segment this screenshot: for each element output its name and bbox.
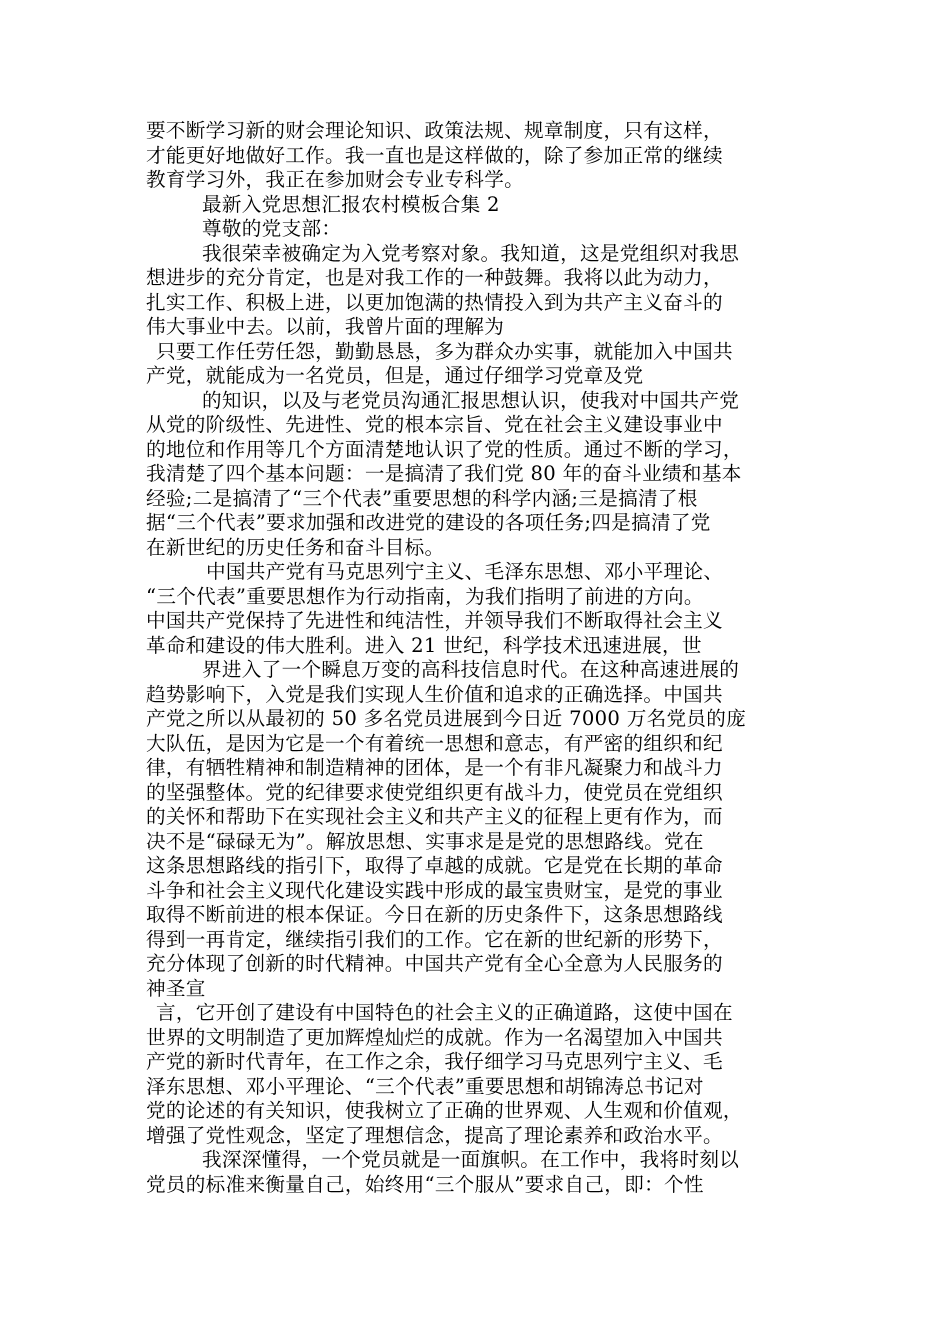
text-line: 党员的标准来衡量自己，始终用“三个服从”要求自己，即：个性 [146,1172,704,1196]
section-heading: 最新入党思想汇报农村模板合集 2 [202,192,500,216]
text-line: 产党之所以从最初的 50 多名党员进展到今日近 7000 万名党员的庞 [146,707,747,730]
text-line: 律，有牺牲精神和制造精神的团体，是一个有非凡凝聚力和战斗力 [146,756,723,779]
text-line: 的关怀和帮助下在实现社会主义和共产主义的征程上更有作为，而 [146,805,723,828]
text-line: 才能更好地做好工作。我一直也是这样做的，除了参加正常的继续 [146,143,723,167]
text-line: 中国共产党保持了先进性和纯洁性，并领导我们不断取得社会主义 [146,609,723,632]
text-line: 我深深懂得，一个党员就是一面旗帜。在工作中，我将时刻以 [202,1148,740,1171]
text-line: 决不是“碌碌无为”。解放思想、实事求是是党的思想路线。党在 [146,829,704,853]
text-line: 趋势影响下，入党是我们实现人生价值和追求的正确选择。中国共 [146,682,723,706]
text-line: 我清楚了四个基本问题：一是搞清了我们党 80 年的奋斗业绩和基本 [146,462,742,485]
text-line: 党的论述的有关知识，使我树立了正确的世界观、人生观和价值观， [146,1099,743,1122]
text-line: 的地位和作用等几个方面清楚地认识了党的性质。通过不断的学习， [146,437,743,461]
text-line: 要不断学习新的财会理论知识、政策法规、规章制度，只有这样， [146,119,723,142]
text-line: 伟大事业中去。以前，我曾片面的理解为 [146,315,505,338]
text-line: 神圣宣 [146,976,206,1000]
text-line: 言，它开创了建设有中国特色的社会主义的正确道路，这使中国在 [156,1001,733,1024]
text-line: 扎实工作、积极上进，以更加饱满的热情投入到为共产主义奋斗的 [146,290,723,314]
text-line: 大队伍，是因为它是一个有着统一思想和意志，有严密的组织和纪 [146,731,723,755]
text-line: 据“三个代表”要求加强和改进党的建设的各项任务;四是搞清了党 [146,511,711,534]
text-line: 这条思想路线的指引下，取得了卓越的成就。它是党在长期的革命 [146,854,723,877]
text-line: 从党的阶级性、先进性、党的根本宗旨、党在社会主义建设事业中 [146,413,723,436]
text-line: 世界的文明制造了更加辉煌灿烂的成就。作为一名渴望加入中国共 [146,1025,723,1049]
text-line: 得到一再肯定，继续指引我们的工作。它在新的世纪新的形势下， [146,927,723,951]
salutation: 尊敬的党支部： [202,217,342,240]
text-line: 界进入了一个瞬息万变的高科技信息时代。在这种高速进展的 [202,658,740,681]
text-line: 中国共产党有马克思列宁主义、毛泽东思想、邓小平理论、 [206,560,724,583]
text-line: 泽东思想、邓小平理论、“三个代表”重要思想和胡锦涛总书记对 [146,1074,704,1098]
text-line: “三个代表”重要思想作为行动指南，为我们指明了前进的方向。 [146,584,704,608]
text-line: 只要工作任劳任怨，勤勤恳恳，多为群众办实事，就能加入中国共 [156,339,733,363]
text-line: 产党的新时代青年，在工作之余，我仔细学习马克思列宁主义、毛 [146,1050,723,1073]
text-line: 的知识，以及与老党员沟通汇报思想认识，使我对中国共产党 [202,388,740,412]
text-line: 充分体现了创新的时代精神。中国共产党有全心全意为人民服务的 [146,952,723,975]
text-line: 想进步的充分肯定，也是对我工作的一种鼓舞。我将以此为动力， [146,266,723,289]
text-line: 斗争和社会主义现代化建设实践中形成的最宝贵财宝，是党的事业 [146,878,723,902]
text-line: 经验;二是搞清了“三个代表”重要思想的科学内涵;三是搞清了根 [146,486,698,510]
text-line: 的坚强整体。党的纪律要求使党组织更有战斗力，使党员在党组织 [146,780,723,804]
text-line: 教育学习外，我正在参加财会专业专科学。 [146,168,524,191]
text-line: 在新世纪的历史任务和奋斗目标。 [146,535,445,559]
document-body [146,119,826,1197]
text-line: 革命和建设的伟大胜利。进入 21 世纪，科学技术迅速进展，世 [146,633,702,657]
text-line: 增强了党性观念，坚定了理想信念，提高了理论素养和政治水平。 [146,1123,723,1147]
text-line: 取得不断前进的根本保证。今日在新的历史条件下，这条思想路线 [146,903,723,926]
text-line: 产党，就能成为一名党员，但是，通过仔细学习党章及党 [146,364,644,387]
text-line: 我很荣幸被确定为入党考察对象。我知道，这是党组织对我思 [202,241,740,265]
